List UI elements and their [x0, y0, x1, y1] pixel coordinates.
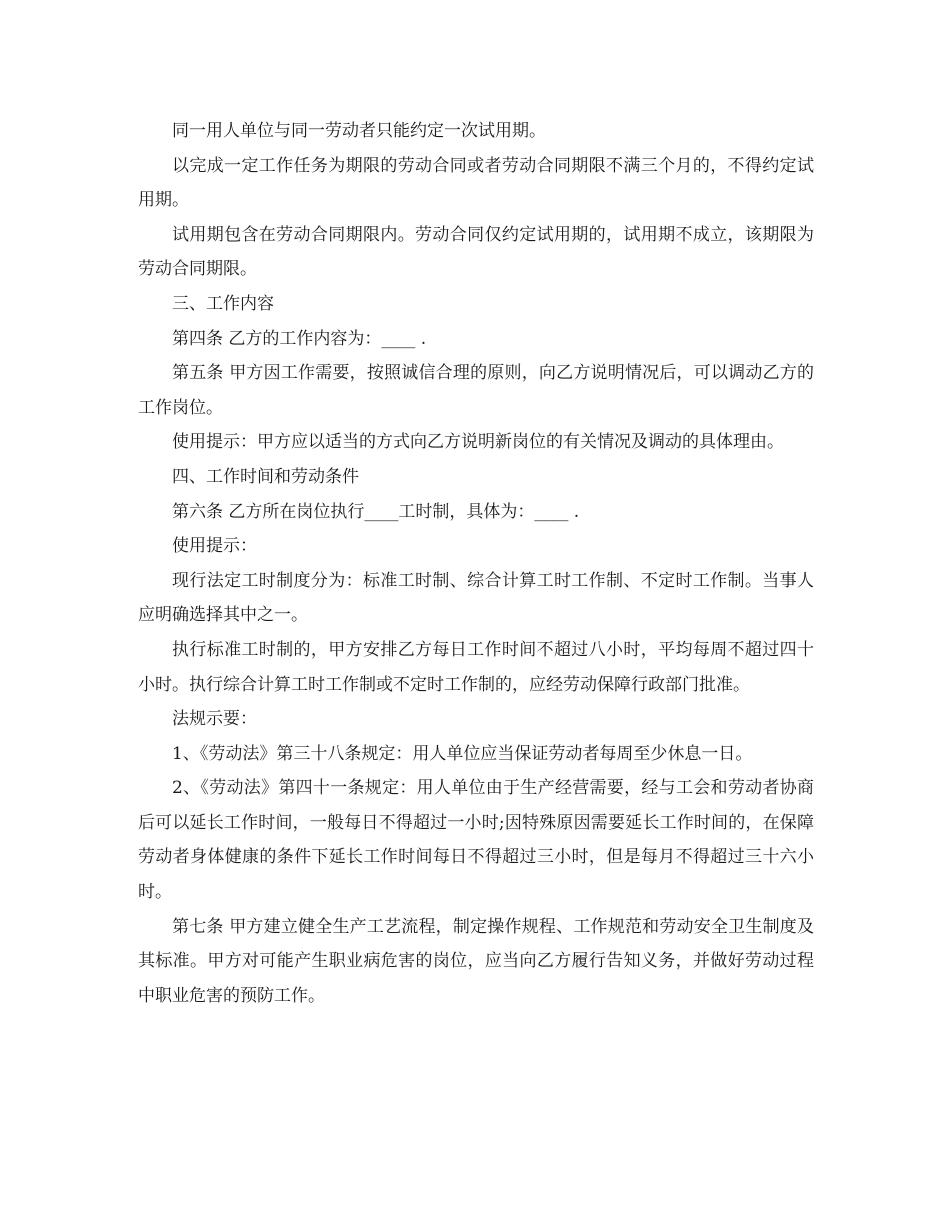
paragraph-probation-included: 试用期包含在劳动合同期限内。劳动合同仅约定试用期的，试用期不成立，该期限为劳动合同期限。 [138, 224, 814, 280]
paragraph-probation-once: 同一用人单位与同一劳动者只能约定一次试用期。 [172, 121, 546, 141]
regulation-item-1: 1、《劳动法》第三十八条规定：用人单位应当保证劳动者每周至少休息一日。 [172, 743, 753, 764]
usage-tip-label: 使用提示： [172, 536, 257, 557]
article-4: 第四条 乙方的工作内容为：____ . [172, 328, 427, 349]
usage-tip-transfer: 使用提示：甲方应以适当的方式向乙方说明新岗位的有关情况及调动的具体理由。 [172, 432, 784, 453]
section-heading-work-hours: 四、工作时间和劳动条件 [172, 466, 359, 487]
regulation-item-2: 2、《劳动法》第四十一条规定：用人单位由于生产经营需要，经与工会和劳动者协商后可以延长工作时间，一般每日不得超过一小时;因特殊原因需要延长工作时间的，在保障劳动者身体健康的条件下延长工作时间每日不得超过三小时，但是每月不得超过三十六小时。 [138, 778, 814, 903]
document-body [138, 114, 814, 1013]
article-7: 第七条 甲方建立健全生产工艺流程，制定操作规程、工作规范和劳动安全卫生制度及其标准。甲方对可能产生职业病危害的岗位，应当向乙方履行告知义务，并做好劳动过程中职业危害的预防工作。 [138, 916, 814, 1006]
paragraph-standard-hours: 执行标准工时制的，甲方安排乙方每日工作时间不超过八小时，平均每周不超过四十小时。执行综合计算工时工作制或不定时工作制的，应经劳动保障行政部门批准。 [138, 639, 814, 695]
paragraph-work-hour-systems: 现行法定工时制度分为：标准工时制、综合计算工时工作制、不定时工作制。当事人应明确选择其中之一。 [138, 570, 814, 626]
paragraph-probation-exclusion: 以完成一定工作任务为期限的劳动合同或者劳动合同期限不满三个月的，不得约定试用期。 [138, 155, 814, 211]
regulations-label: 法规示要： [172, 709, 257, 730]
section-heading-work-content: 三、工作内容 [172, 293, 274, 314]
article-5: 第五条 甲方因工作需要，按照诚信合理的原则，向乙方说明情况后，可以调动乙方的工作岗位。 [138, 363, 814, 418]
article-6: 第六条 乙方所在岗位执行____工时制，具体为：____ . [172, 501, 580, 522]
